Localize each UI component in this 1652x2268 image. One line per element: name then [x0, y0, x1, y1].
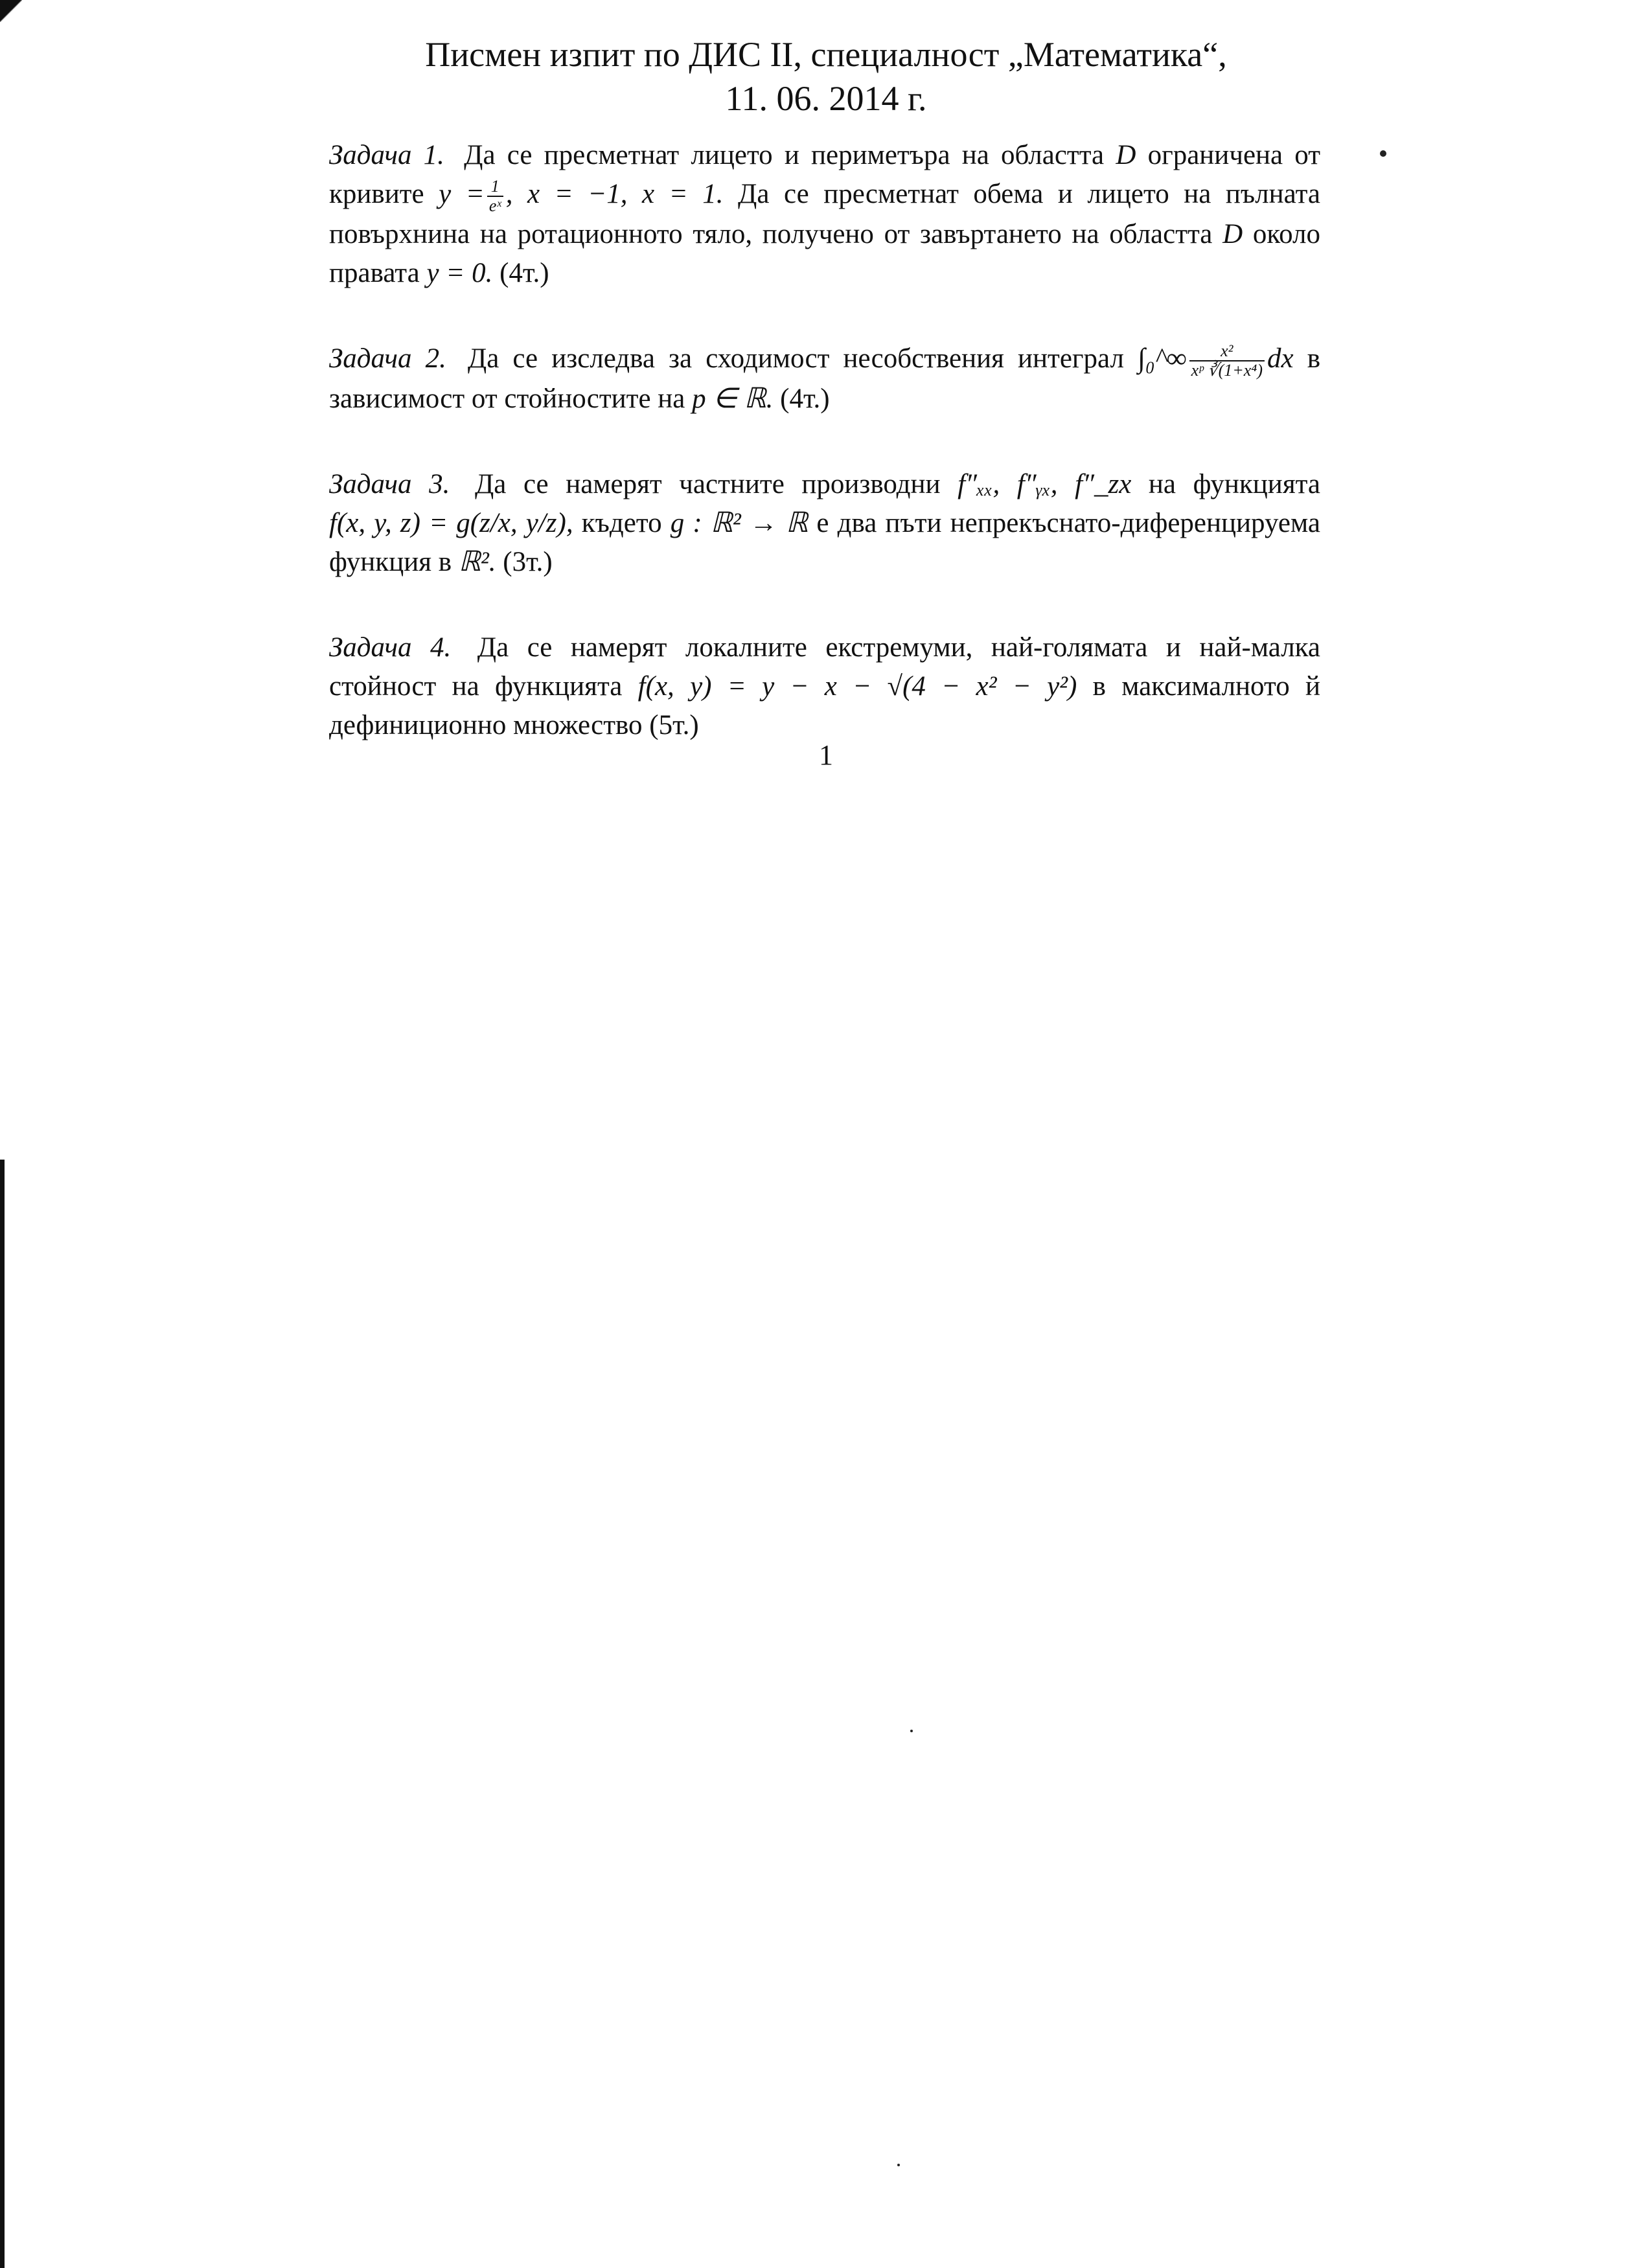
fraction — [487, 178, 503, 215]
problem-label: Задача 4. — [329, 632, 452, 663]
exam-title: Писмен изпит по ДИС II, специалност „Математика“, — [425, 35, 1227, 74]
problem-text: е два пъти непрекъснато-диференцируема функция в — [329, 508, 1320, 578]
fraction-denominator: eˣ — [488, 196, 501, 216]
problem-label: Задача 3. — [329, 469, 450, 500]
scan-corner-artifact — [0, 0, 22, 22]
problem-points: (4т.) — [780, 384, 830, 415]
problem-points: (5т.) — [649, 710, 699, 741]
scan-speck — [910, 1730, 913, 1732]
math-expression — [439, 177, 724, 216]
exam-date: 11. 06. 2014 г. — [725, 79, 927, 118]
problem-text: където — [581, 508, 662, 539]
problem-label: Задача 1. — [329, 140, 444, 170]
fraction — [1189, 342, 1265, 380]
problem-text: в максималното й дефиниционно множество — [329, 671, 1321, 741]
math-expression: ℝ². — [458, 547, 496, 578]
problem-3 — [329, 465, 1320, 582]
fraction-denominator: xᵖ ∛(1+x⁴) — [1191, 361, 1263, 380]
problem-label: Задача 2. — [329, 343, 446, 374]
math-expression: f(x, y, z) = g(z/x, y/z), — [329, 508, 573, 539]
problem-text: на функцията — [1148, 469, 1320, 500]
problem-text: около правата — [329, 219, 1321, 289]
problem-2 — [329, 339, 1320, 418]
problem-text: Да се намерят локалните екстремуми, най-голямата и най-малка стойност на функцията — [329, 632, 1320, 702]
fraction-numerator: x² — [1189, 342, 1265, 361]
problem-list — [329, 136, 1320, 792]
problem-points: (3т.) — [503, 547, 553, 578]
exam-header — [0, 32, 1652, 120]
math-lhs: y = — [439, 179, 485, 209]
problem-4 — [329, 628, 1320, 745]
math-expression: g : ℝ² → ℝ — [670, 508, 809, 539]
problem-text: ограничена от кривите — [329, 140, 1321, 209]
problem-text: Да се пресметнат обема и лицето на пълната повърхнина на ротационното тяло, получено от завъртането на областта — [329, 179, 1321, 250]
problem-points: (4т.) — [499, 258, 549, 289]
math-rest: , x = −1, x = 1. — [505, 179, 724, 209]
math-expression: f″ₓₓ, f″ᵧₓ, f″_zx — [958, 469, 1132, 500]
math-expression: f(x, y) = y − x − √(4 − x² − y²) — [637, 671, 1077, 702]
math-expression — [1138, 341, 1294, 380]
problem-text: Да се изследва за сходимост несобствения интеграл — [467, 343, 1124, 374]
problem-text: Да се пресметнат лицето и периметъра на областта — [464, 140, 1105, 170]
scan-speck — [897, 2164, 900, 2166]
math-symbol: D — [1116, 140, 1136, 170]
integral-sign: ∫₀^∞ — [1138, 343, 1187, 374]
differential: dx — [1267, 343, 1294, 374]
problem-text: Да се намерят частните производни — [474, 469, 941, 500]
problem-1 — [329, 136, 1320, 293]
fraction-numerator: 1 — [487, 178, 503, 197]
problem-text: в зависимост от стойностите на — [329, 343, 1321, 415]
math-expression: y = 0. — [426, 258, 493, 289]
scan-speck — [1380, 150, 1386, 157]
page-number: 1 — [819, 739, 833, 771]
scan-edge-artifact — [0, 1160, 5, 2268]
math-symbol: D — [1222, 219, 1243, 250]
math-expression: p ∈ ℝ. — [692, 384, 774, 415]
